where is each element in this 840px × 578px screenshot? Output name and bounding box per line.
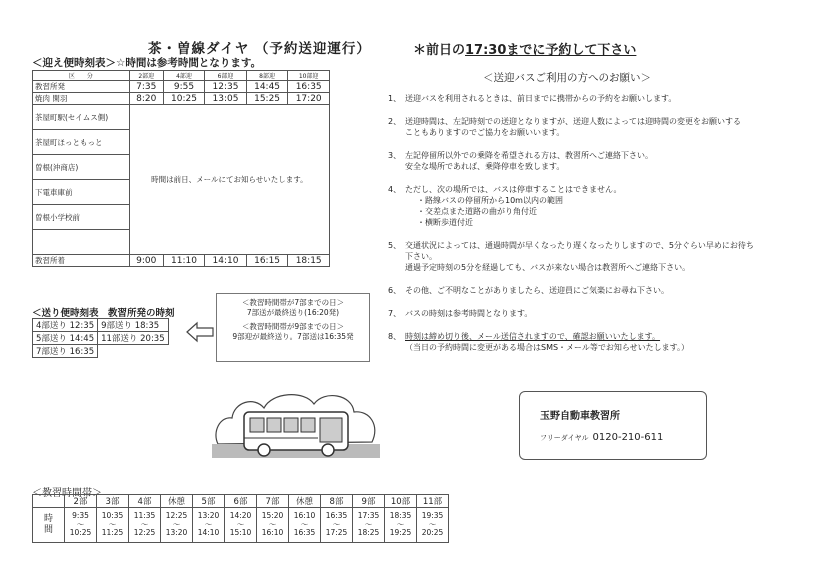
periods-row-label: 時 間 xyxy=(33,508,65,543)
request-body xyxy=(405,116,808,138)
period-name: 10部 xyxy=(385,495,417,508)
dropoff-time: 7部送り 16:35 xyxy=(33,345,98,358)
period-tilde: 〜 xyxy=(268,519,277,529)
period-name: 休憩 xyxy=(289,495,321,508)
request-item xyxy=(388,308,808,319)
requests-list xyxy=(388,93,808,365)
request-number: 6、 xyxy=(388,286,402,295)
period-time-range xyxy=(193,508,225,543)
period-start: 18:35 xyxy=(389,511,412,521)
period-start: 11:35 xyxy=(133,511,156,521)
stop-name: 曽根(沖商店) xyxy=(33,155,130,180)
request-line: ただし、次の場所では、バスは停車することはできません。 xyxy=(405,185,622,194)
period-name: 2部 xyxy=(65,495,97,508)
stop-name xyxy=(33,230,130,255)
period-time-range xyxy=(129,508,161,543)
request-line: 送迎時間は、左記時刻での送迎となりますが、送迎人数によっては迎時間の変更をお願いする xyxy=(405,117,741,126)
pickup-col-header: 区 分 xyxy=(33,71,130,81)
pickup-timetable xyxy=(32,70,330,267)
period-name: 3部 xyxy=(97,495,129,508)
pickup-col-header: 4部迎 xyxy=(163,71,205,81)
period-end: 16:10 xyxy=(261,528,284,538)
last-bus-info-box xyxy=(216,293,370,362)
period-name: 休憩 xyxy=(161,495,193,508)
periods-time-row xyxy=(33,508,449,543)
request-line: バスの時刻は参考時間となります。 xyxy=(405,309,533,318)
bus-illustration-icon xyxy=(212,382,380,468)
reservation-notice xyxy=(413,39,636,58)
period-time-range xyxy=(417,508,449,543)
period-end: 17:25 xyxy=(325,528,348,538)
request-number: 3、 xyxy=(388,151,402,160)
request-body xyxy=(405,93,808,104)
pickup-row xyxy=(33,93,330,105)
period-start: 10:35 xyxy=(101,511,124,521)
period-tilde: 〜 xyxy=(76,519,85,529)
dropoff-time: 4部送り 12:35 xyxy=(33,319,98,332)
dropoff-row xyxy=(33,332,169,345)
dropoff-time: 11部送り 20:35 xyxy=(98,332,169,345)
request-number: 8、 xyxy=(388,332,402,341)
pickup-col-header: 6部迎 xyxy=(205,71,247,81)
period-tilde: 〜 xyxy=(396,519,405,529)
request-line: その他、ご不明なことがありましたら、送迎員にご気楽にお尋ね下さい。 xyxy=(405,286,669,295)
period-start: 16:35 xyxy=(325,511,348,521)
request-body xyxy=(405,285,808,296)
pickup-time: 10:25 xyxy=(163,93,205,105)
request-number: 2、 xyxy=(388,117,402,126)
pickup-time: 17:20 xyxy=(288,93,330,105)
period-tilde: 〜 xyxy=(140,519,149,529)
pickup-col-header: 2部迎 xyxy=(129,71,163,81)
info-line-2: 7部送が最終送り(16:20発) xyxy=(246,308,340,317)
arrival-time: 11:10 xyxy=(163,255,205,267)
notice-deadline: 17:30までに予約して下さい xyxy=(465,43,637,58)
period-end: 14:10 xyxy=(197,528,220,538)
request-item xyxy=(388,331,808,353)
request-number: 5、 xyxy=(388,241,402,250)
dropoff-row xyxy=(33,345,169,358)
period-start: 16:10 xyxy=(293,511,316,521)
lesson-periods-table xyxy=(32,494,449,543)
page-title: 茶・曽線ダイヤ （予約送迎運行） xyxy=(148,41,371,57)
arrival-time: 14:10 xyxy=(205,255,247,267)
request-line-underlined: 時刻は締め切り後、メール送信されますので、確認お願いいたします。 xyxy=(405,332,661,341)
arrival-time: 9:00 xyxy=(129,255,163,267)
period-tilde: 〜 xyxy=(108,519,117,529)
pickup-time: 9:55 xyxy=(163,81,205,93)
period-start: 12:25 xyxy=(165,511,188,521)
request-number: 7、 xyxy=(388,309,402,318)
period-tilde: 〜 xyxy=(428,519,437,529)
request-line: 通過予定時刻の5分を経過しても、バスが来ない場合は教習所へご連絡下さい。 xyxy=(405,263,691,272)
notice-prefix: ＊前日の xyxy=(413,43,466,58)
period-name: 9部 xyxy=(353,495,385,508)
pickup-header-row xyxy=(33,71,330,81)
stop-name: 曽根小学校前 xyxy=(33,205,130,230)
request-sub-line: ・路線バスの停留所から10m以内の範囲 xyxy=(417,196,563,205)
period-end: 20:25 xyxy=(421,528,444,538)
pickup-time: 14:45 xyxy=(246,81,288,93)
request-line: （当日の予約時間に変更がある場合はSMS・メール等でお知らせいたします。） xyxy=(405,343,690,352)
period-start: 14:20 xyxy=(229,511,252,521)
request-body xyxy=(405,308,808,319)
period-time-range xyxy=(161,508,193,543)
arrival-time: 18:15 xyxy=(288,255,330,267)
request-item xyxy=(388,285,808,296)
request-item xyxy=(388,150,808,172)
school-name: 玉野自動車教習所 xyxy=(540,411,620,422)
dropoff-heading: ＜送り便時刻表 教習所発の時刻 xyxy=(32,308,175,319)
period-tilde: 〜 xyxy=(236,519,245,529)
period-name: 5部 xyxy=(193,495,225,508)
pickup-heading: ＜迎え便時刻表＞☆時間は参考時間となります。 xyxy=(32,57,262,69)
stop-name: 焼肉 閑羽 xyxy=(33,93,130,105)
period-time-range xyxy=(225,508,257,543)
arrival-time: 16:15 xyxy=(246,255,288,267)
request-body xyxy=(405,240,808,273)
period-name: 6部 xyxy=(225,495,257,508)
request-body xyxy=(405,184,808,228)
period-time-range xyxy=(289,508,321,543)
left-arrow-icon xyxy=(186,321,214,343)
request-line: 送迎バスを利用されるときは、前日までに携帯からの予約をお願いします。 xyxy=(405,94,677,103)
pickup-col-header: 8部迎 xyxy=(246,71,288,81)
period-time-range xyxy=(321,508,353,543)
dropoff-row xyxy=(33,319,169,332)
period-tilde: 〜 xyxy=(172,519,181,529)
period-time-range xyxy=(257,508,289,543)
phone-number xyxy=(540,432,663,443)
period-time-range xyxy=(385,508,417,543)
period-name: 4部 xyxy=(129,495,161,508)
period-tilde: 〜 xyxy=(300,519,309,529)
stop-name: 教習所発 xyxy=(33,81,130,93)
period-start: 9:35 xyxy=(72,511,89,521)
period-end: 15:10 xyxy=(229,528,252,538)
period-time-range xyxy=(65,508,97,543)
period-time-range xyxy=(97,508,129,543)
pickup-row xyxy=(33,81,330,93)
stop-name: 下電車庫前 xyxy=(33,180,130,205)
periods-heading: ＜教習時間帯＞ xyxy=(32,488,102,499)
tel-value: 0120-210-611 xyxy=(592,432,664,443)
pickup-time: 12:35 xyxy=(205,81,247,93)
request-line: 安全な場所であれば、乗降停車を致します。 xyxy=(405,162,565,171)
tel-label: フリーダイヤル xyxy=(540,434,589,442)
time-notice-message: 時間は前日、メールにてお知らせいたします。 xyxy=(129,105,329,255)
request-item xyxy=(388,240,808,273)
stop-name: 茶屋町ほっともっと xyxy=(33,130,130,155)
request-item xyxy=(388,93,808,104)
period-name: 11部 xyxy=(417,495,449,508)
request-sub-line: ・横断歩道付近 xyxy=(417,218,473,227)
request-line: こともありますのでご協力をお願いいます。 xyxy=(405,128,565,137)
request-line: 交通状況によっては、通過時間が早くなったり遅くなったりしますので、5分ぐらい早めにお待ち xyxy=(405,241,754,250)
period-name: 7部 xyxy=(257,495,289,508)
period-end: 19:25 xyxy=(389,528,412,538)
period-end: 10:25 xyxy=(69,528,92,538)
request-line: 左記停留所以外での乗降を希望される方は、教習所へご連絡下さい。 xyxy=(405,151,653,160)
requests-heading: ＜送迎バスご利用の方へのお願い＞ xyxy=(483,72,651,84)
pickup-time: 7:35 xyxy=(129,81,163,93)
pickup-time: 13:05 xyxy=(205,93,247,105)
info-line-3: ＜教習時間帯が9部までの日＞ xyxy=(241,322,345,331)
request-item xyxy=(388,116,808,138)
period-end: 16:35 xyxy=(293,528,316,538)
request-item xyxy=(388,184,808,228)
period-tilde: 〜 xyxy=(332,519,341,529)
period-start: 15:20 xyxy=(261,511,284,521)
period-tilde: 〜 xyxy=(204,519,213,529)
periods-corner xyxy=(33,495,65,508)
pickup-row xyxy=(33,105,330,130)
period-end: 12:25 xyxy=(133,528,156,538)
info-line-1: ＜教習時間帯が7部までの日＞ xyxy=(241,298,345,307)
period-time-range xyxy=(353,508,385,543)
request-number: 1、 xyxy=(388,94,402,103)
period-name: 8部 xyxy=(321,495,353,508)
pickup-col-header: 10部迎 xyxy=(288,71,330,81)
dropoff-timetable xyxy=(32,318,169,358)
period-tilde: 〜 xyxy=(364,519,373,529)
dropoff-time: 5部送り 14:45 xyxy=(33,332,98,345)
period-start: 17:35 xyxy=(357,511,380,521)
dropoff-time: 9部送り 18:35 xyxy=(98,319,169,332)
contact-card xyxy=(519,391,707,460)
period-end: 18:25 xyxy=(357,528,380,538)
request-line: 下さい。 xyxy=(405,252,437,261)
info-line-4: 9部迎が最終送り。7部送は16:35発 xyxy=(232,332,354,341)
request-sub-line: ・交差点また道路の曲がり角付近 xyxy=(417,207,537,216)
period-start: 13:20 xyxy=(197,511,220,521)
request-body xyxy=(405,150,808,172)
stop-name: 教習所着 xyxy=(33,255,130,267)
request-number: 4、 xyxy=(388,185,402,194)
pickup-time: 15:25 xyxy=(246,93,288,105)
period-start: 19:35 xyxy=(421,511,444,521)
pickup-time: 8:20 xyxy=(129,93,163,105)
periods-header-row xyxy=(33,495,449,508)
request-body xyxy=(405,331,808,353)
pickup-arrival-row xyxy=(33,255,330,267)
period-end: 11:25 xyxy=(101,528,124,538)
pickup-time: 16:35 xyxy=(288,81,330,93)
stop-name: 茶屋町駅(セイムス側) xyxy=(33,105,130,130)
period-end: 13:20 xyxy=(165,528,188,538)
